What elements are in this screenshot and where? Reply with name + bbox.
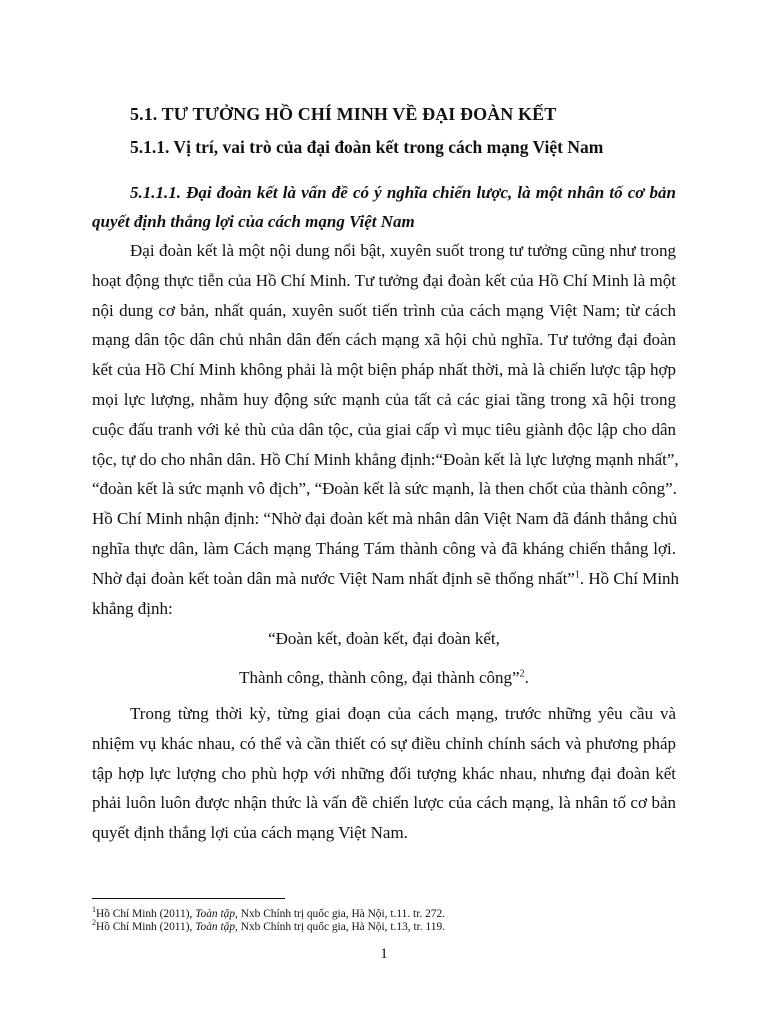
subsubsection-heading <box>92 178 676 236</box>
text-line: Hồ Chí Minh nhận định: “Nhờ đại đoàn kết mà nhân dân Việt Nam đã đánh thắng chủ <box>92 509 678 529</box>
text-line: quyết định thắng lợi của cách mạng Việt Nam. <box>92 823 408 843</box>
quotation-block <box>92 619 676 697</box>
footnote-number: 2 <box>92 918 96 928</box>
footnote-number: 1 <box>92 905 96 915</box>
text-segment: . <box>524 668 529 687</box>
footnote-text: , Nxb Chính trị quốc gia, Hà Nội, t.13, tr. 119. <box>235 921 446 933</box>
text-line: hoạt động thực tiễn của Hồ Chí Minh. Tư tưởng đại đoàn kết của Hồ Chí Minh là một <box>92 270 676 290</box>
text-segment: . Hồ Chí Minh <box>579 568 680 588</box>
text-line: Trong từng thời kỳ, từng giai đoạn của cách mạng, trước những yêu cầu và <box>130 704 676 723</box>
quotation-line <box>92 658 676 697</box>
page-number: 1 <box>380 946 388 962</box>
text-line: mọi lực lượng, nhằm huy động sức mạnh của tất cả các giai tầng trong xã hội trong <box>92 389 676 409</box>
text-line: cuộc đấu tranh với kẻ thù của dân tộc, của giai cấp vì mục tiêu giành độc lập cho dân <box>92 419 676 439</box>
footnote-text: Hồ Chí Minh (2011), <box>96 908 196 920</box>
subsection-heading: 5.1.1. Vị trí, vai trò của đại đoàn kết trong cách mạng Việt Nam <box>130 137 604 157</box>
section-heading: 5.1. TƯ TƯỞNG HỒ CHÍ MINH VỀ ĐẠI ĐOÀN KẾT <box>130 104 557 124</box>
text-segment: Nhờ đại đoàn kết toàn dân mà nước Việt Nam nhất định sẽ thống nhất” <box>92 568 575 588</box>
body-paragraph <box>92 236 680 623</box>
footnote <box>92 905 446 920</box>
text-line: tộc, tự do cho nhân dân. Hồ Chí Minh khẳng định:“Đoàn kết là lực lượng mạnh nhất”, <box>92 449 679 469</box>
text-line: nhiệm vụ khác nhau, có thể và cần thiết có sự điều chỉnh chính sách và phương pháp <box>92 733 676 753</box>
footnote-book-title: Toàn tập <box>195 908 236 920</box>
footnote <box>92 918 446 933</box>
text-line: mạng dân tộc dân chủ nhân dân đến cách mạng xã hội chủ nghĩa. Tư tưởng đại đoàn <box>92 330 676 350</box>
quotation-line: “Đoàn kết, đoàn kết, đại đoàn kết, <box>268 629 500 648</box>
text-line: tập hợp lực lượng cho phù hợp với những đối tượng khác nhau, nhưng đại đoàn kết <box>92 763 676 783</box>
footnote-book-title: Toàn tập <box>195 921 236 933</box>
text-line: phải luôn luôn được nhận thức là vấn đề chiến lược của cách mạng, là nhân tố cơ bản <box>92 793 676 813</box>
text-line: “đoàn kết là sức mạnh vô địch”, “Đoàn kết là sức mạnh, là then chốt của thành công”. <box>92 479 677 499</box>
body-paragraph <box>92 699 676 848</box>
footnote-separator <box>92 898 285 899</box>
heading-line: quyết định thắng lợi của cách mạng Việt Nam <box>92 212 415 231</box>
text-line: nội dung cơ bản, nhất quán, xuyên suốt tiến trình của cách mạng Việt Nam; từ cách <box>92 300 676 320</box>
footnote-reference[interactable]: 1 <box>574 569 580 581</box>
footnote-text: , Nxb Chính trị quốc gia, Hà Nội, t.11. tr. 272. <box>235 908 446 920</box>
text-line: kết của Hồ Chí Minh không phải là một biện pháp nhất thời, mà là chiến lược tập hợp <box>92 360 676 380</box>
text-line: nghĩa thực dân, làm Cách mạng Tháng Tám thành công và đã kháng chiến thắng lợi. <box>92 538 676 558</box>
text-line: Đại đoàn kết là một nội dung nổi bật, xuyên suốt trong tư tưởng cũng như trong <box>130 241 676 260</box>
heading-line: 5.1.1.1. Đại đoàn kết là vấn đề có ý nghĩa chiến lược, là một nhân tố cơ bản <box>130 183 676 202</box>
text-line: khẳng định: <box>92 598 173 618</box>
text-line <box>92 564 680 594</box>
footnote-text: Hồ Chí Minh (2011), <box>96 921 196 933</box>
footnote-reference[interactable]: 2 <box>519 668 525 680</box>
text-segment: Thành công, thành công, đại thành công” <box>239 668 520 687</box>
